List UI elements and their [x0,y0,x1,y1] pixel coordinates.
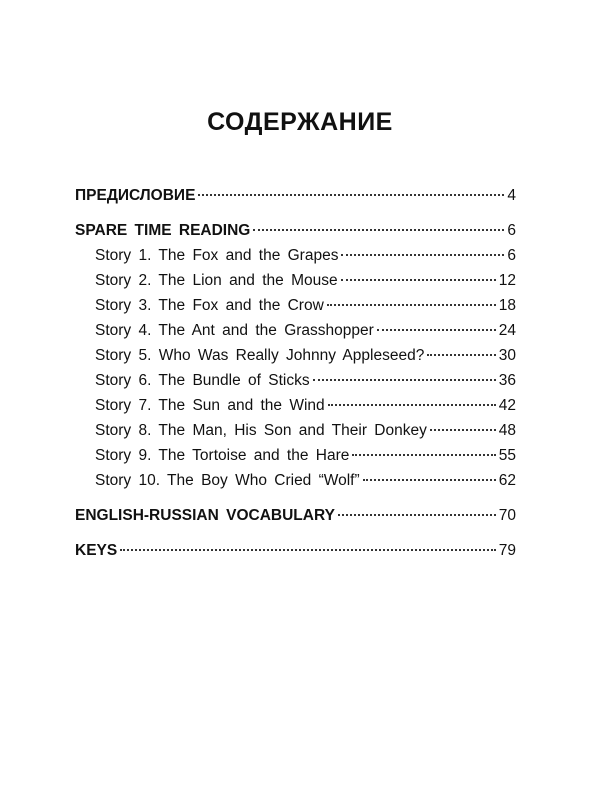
toc-entry-spare-time-reading [75,221,516,246]
toc-entry-page: 70 [498,507,516,524]
toc-entry-preface [75,186,516,211]
toc-entry-label: Story 4. The Ant and the Grasshopper [95,322,374,339]
page-title: СОДЕРЖАНИЕ [207,108,393,136]
toc-entry-label: Story 1. The Fox and the Grapes [95,247,339,264]
toc-entry-page: 18 [498,297,516,314]
toc-entry-story-8 [75,421,516,446]
toc-entry-story-7 [75,396,516,421]
toc-entry-story-2 [75,271,516,296]
toc-entry-page: 4 [507,187,516,204]
toc-entry-story-6 [75,371,516,396]
toc-entry-page: 12 [498,272,516,289]
dot-leader [427,354,495,356]
toc-entry-label: Story 8. The Man, His Son and Their Donkey [95,422,427,439]
toc-entry-label: SPARE TIME READING [75,222,251,239]
dot-leader [363,479,496,481]
toc-entry-page: 42 [498,397,516,414]
toc-entry-label: Story 6. The Bundle of Sticks [95,372,310,389]
toc-entry-page: 6 [507,222,516,239]
toc-entry-story-10 [75,471,516,496]
dot-leader [338,514,496,516]
toc-entry-story-5 [75,346,516,371]
toc-entry-keys [75,541,516,566]
toc-entry-page: 24 [498,322,516,339]
dot-leader [341,254,504,256]
table-of-contents [75,186,516,566]
toc-entry-page: 55 [498,447,516,464]
toc-entry-page: 30 [498,347,516,364]
toc-entry-label: Story 3. The Fox and the Crow [95,297,324,314]
toc-entry-label: Story 2. The Lion and the Mouse [95,272,338,289]
toc-entry-label: Story 5. Who Was Really Johnny Appleseed? [95,347,425,364]
toc-entry-label: Story 9. The Tortoise and the Hare [95,447,350,464]
toc-entry-label: Story 7. The Sun and the Wind [95,397,325,414]
toc-entry-label: KEYS [75,542,118,559]
toc-entry-story-9 [75,446,516,471]
dot-leader [377,329,496,331]
toc-entry-vocabulary [75,506,516,531]
dot-leader [198,194,504,196]
toc-entry-label: Story 10. The Boy Who Cried “Wolf” [95,472,360,489]
dot-leader [352,454,495,456]
toc-entry-page: 79 [498,542,516,559]
toc-entry-story-4 [75,321,516,346]
toc-entry-page: 48 [498,422,516,439]
toc-entry-story-1 [75,246,516,271]
dot-leader [327,304,496,306]
toc-entry-page: 36 [498,372,516,389]
dot-leader [328,404,496,406]
dot-leader [120,549,496,551]
dot-leader [313,379,496,381]
dot-leader [341,279,496,281]
toc-entry-label: ПРЕДИСЛОВИЕ [75,187,196,204]
toc-entry-page: 62 [498,472,516,489]
dot-leader [430,429,496,431]
toc-entry-label: ENGLISH-RUSSIAN VOCABULARY [75,507,335,524]
toc-entry-page: 6 [507,247,516,264]
toc-entry-story-3 [75,296,516,321]
dot-leader [253,229,504,231]
